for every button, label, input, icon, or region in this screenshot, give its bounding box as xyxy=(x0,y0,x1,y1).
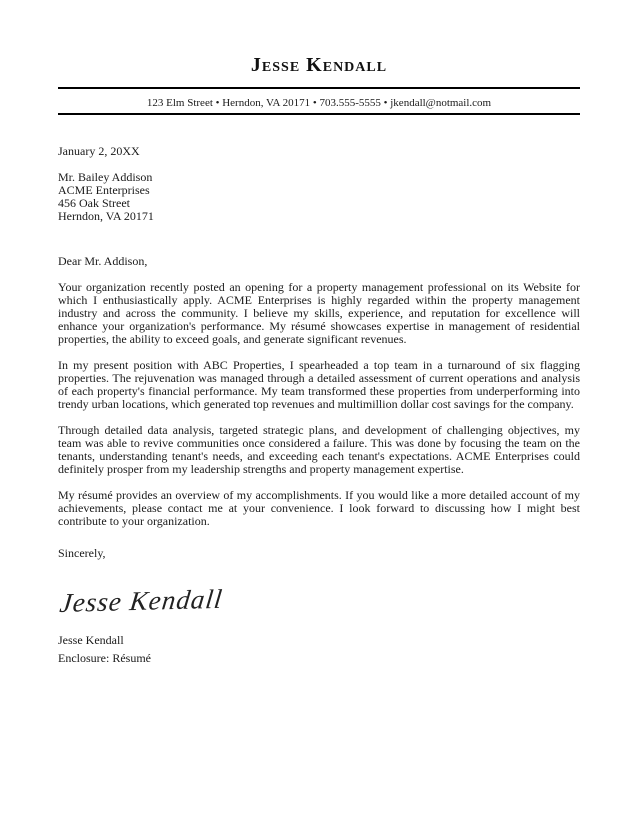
recipient-company: ACME Enterprises xyxy=(58,183,150,197)
recipient-city: Herndon, VA 20171 xyxy=(58,209,154,223)
letterhead-name: Jesse Kendall xyxy=(250,54,388,76)
enclosure-note: Enclosure: Résumé xyxy=(58,651,151,665)
recipient-address-block xyxy=(58,171,580,223)
date-line: January 2, 20XX xyxy=(58,144,140,158)
body-paragraph-2: In my present position with ABC Properties, I spearheaded a top team in a turnaround of six flagging properties. The rejuvenation was managed through a detailed assessment of current operations and analysis of each property's financial performance. My team transformed these properties from underperforming into trendy urban locations, which generated top revenues and multimillion dollar cost savings for the company. xyxy=(58,358,580,411)
recipient-name: Mr. Bailey Addison xyxy=(58,170,153,184)
letterhead-contact-line: 123 Elm Street • Herndon, VA 20171 • 703.555-5555 • jkendall@notmail.com xyxy=(146,97,492,109)
body-paragraph-4: My résumé provides an overview of my accomplishments. If you would like a more detailed account of my achievements, please contact me at your convenience. I look forward to discussing how I might best contribute to your organization. xyxy=(58,488,580,528)
recipient-street: 456 Oak Street xyxy=(58,196,130,210)
body-paragraph-1: Your organization recently posted an opening for a property management professional on its Website for which I enthusiastically apply. ACME Enterprises is highly regarded within the property management industry and across the community. I believe my skills, experience, and reputation for excellence will enhance your organization's performance. My résumé showcases expertise in management of residential properties, the ability to exceed goals, and generate significant revenues. xyxy=(58,280,580,346)
handwritten-signature: Jesse Kendall xyxy=(58,583,225,619)
letterhead-rule-top xyxy=(58,87,580,89)
body-paragraph-3: Through detailed data analysis, targeted strategic plans, and development of challenging objectives, my team was able to revive communities once considered a failure. This was done by focusing the team on the tenants, understanding tenant's needs, and exceeding each tenant's expectations. ACME Enterprises could definitely prosper from my leadership strengths and property management expertise. xyxy=(58,423,580,476)
salutation: Dear Mr. Addison, xyxy=(58,254,148,268)
closing-valediction: Sincerely, xyxy=(58,546,106,560)
letterhead-rule-bottom xyxy=(58,113,580,115)
typed-signature-name: Jesse Kendall xyxy=(58,633,124,647)
